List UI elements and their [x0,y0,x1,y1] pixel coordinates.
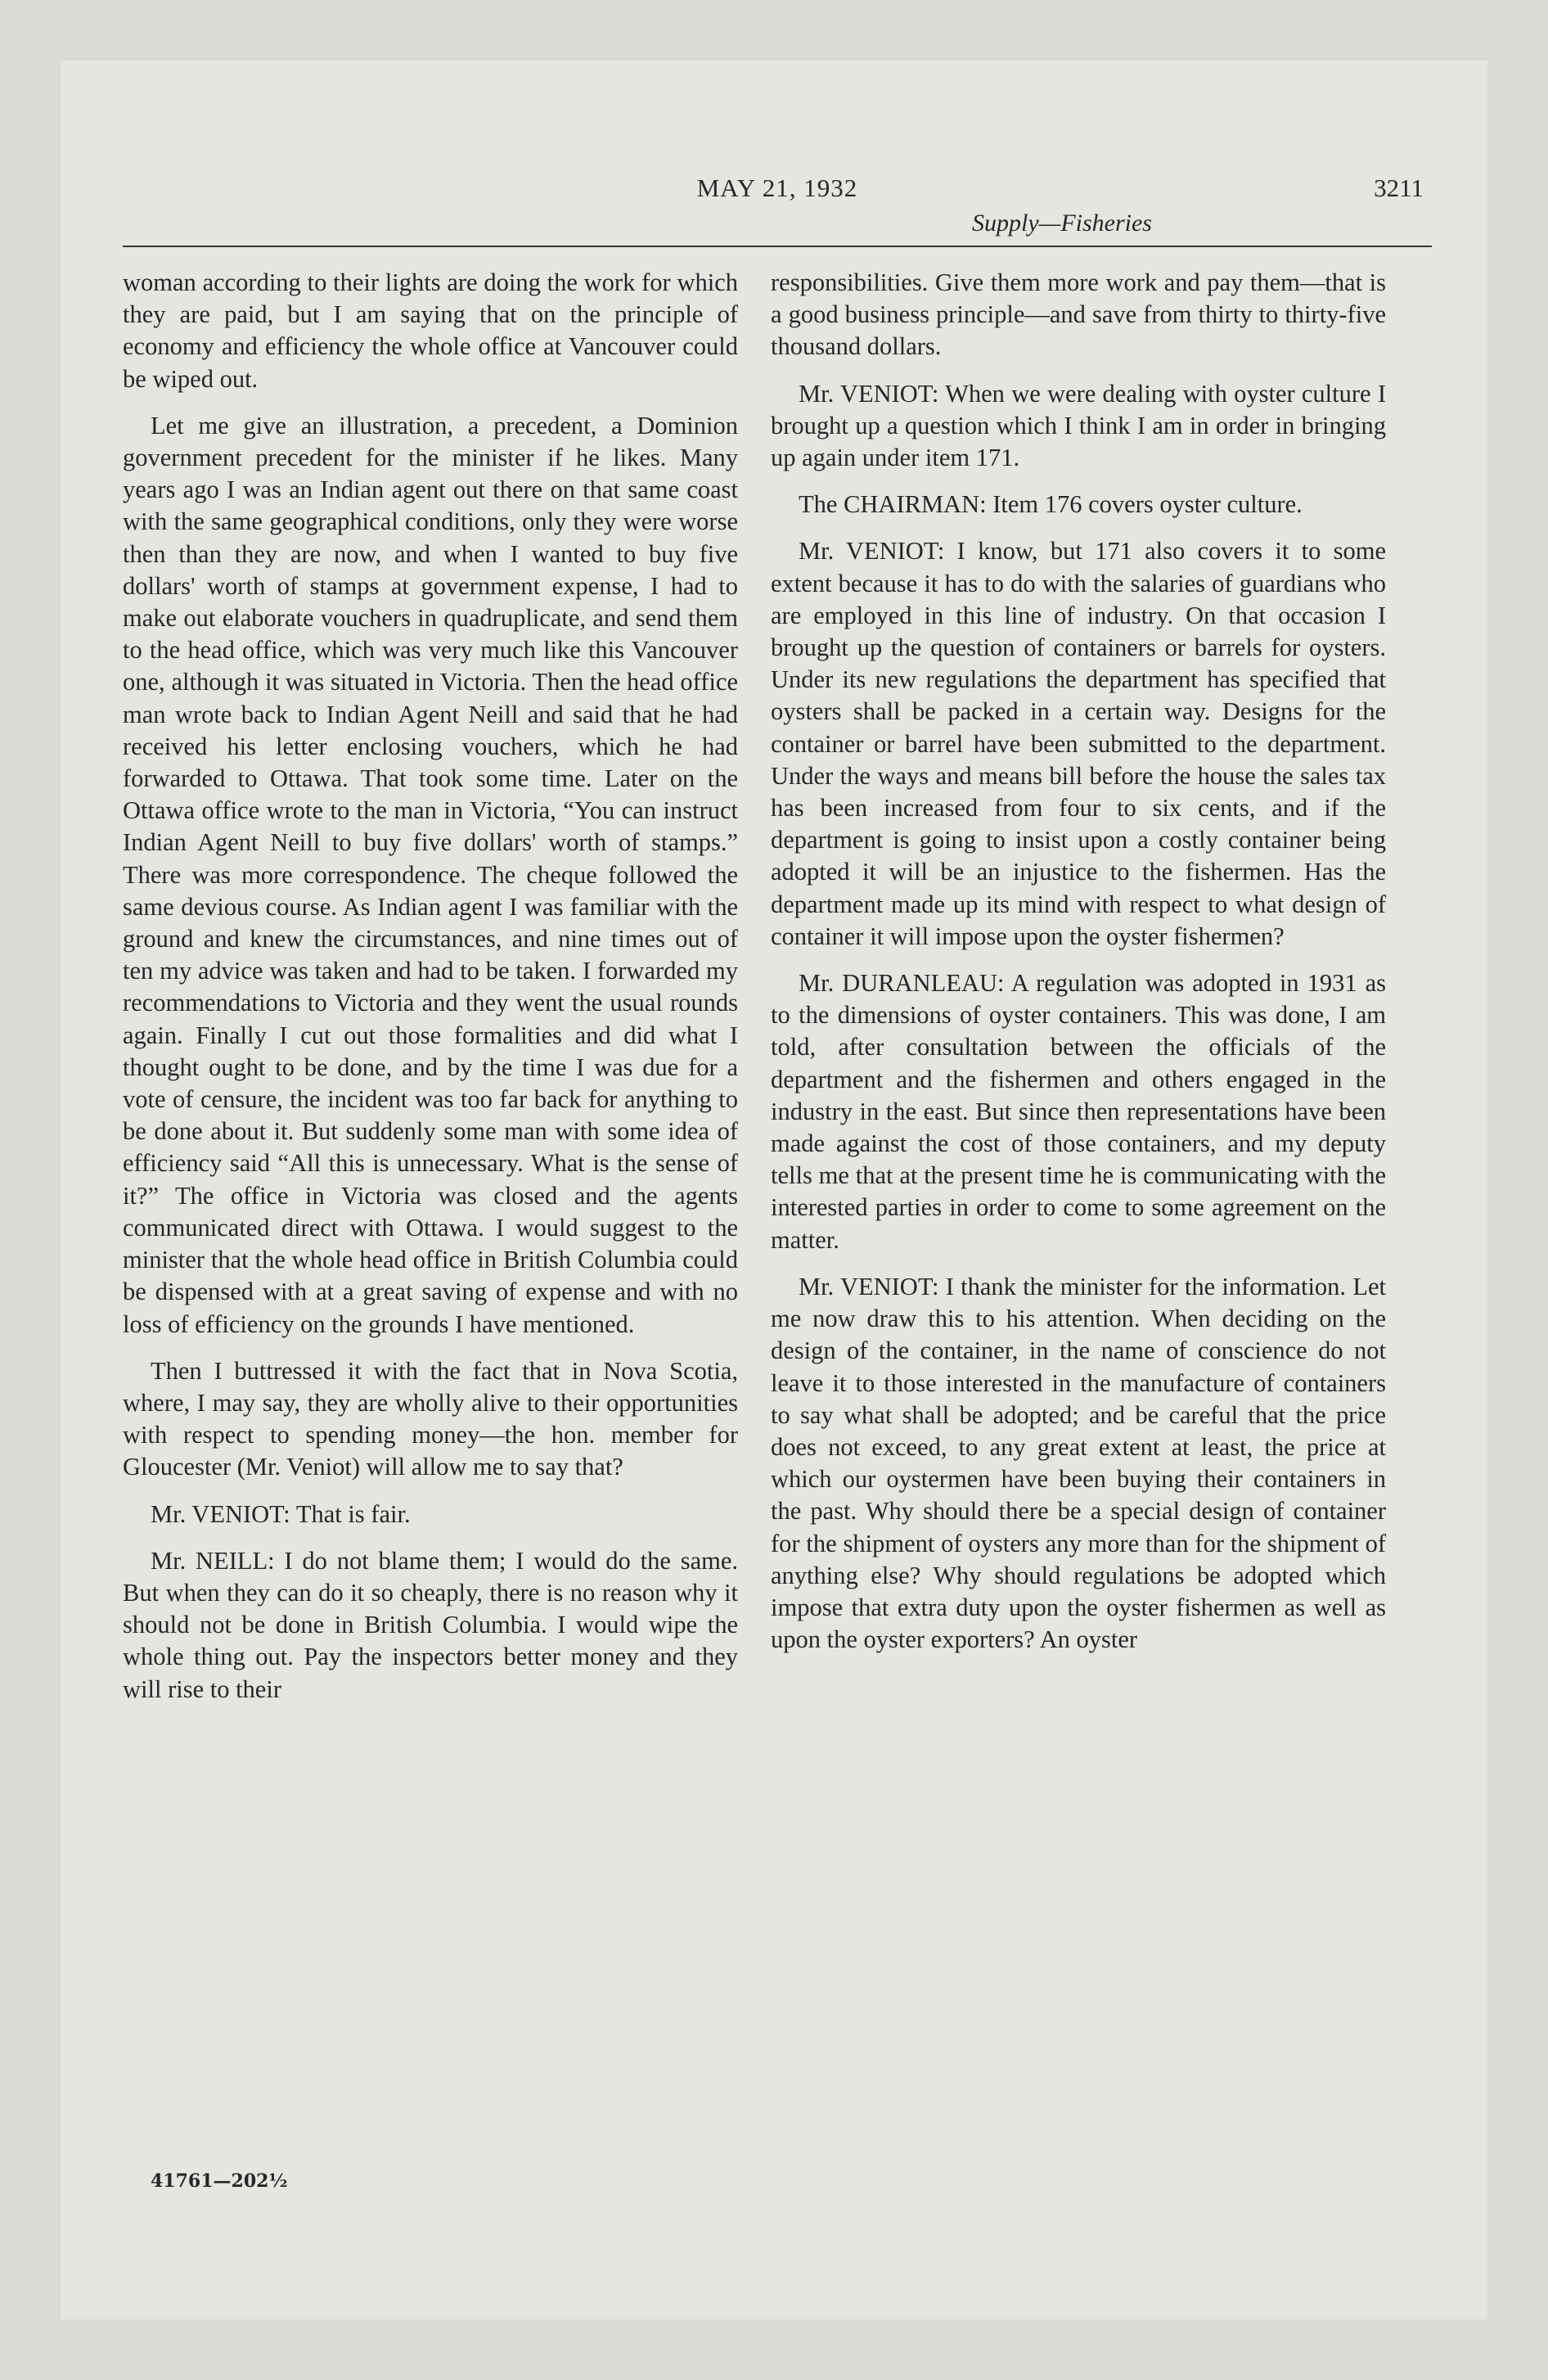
right-column [771,267,1386,1670]
paragraph: Mr. VENIOT: When we were dealing with oyster culture I brought up a question which I think I am in order in bringing up again under item 171. [771,379,1386,472]
document-page [61,61,1487,2319]
printer-mark: 41761—202½ [151,2170,288,2192]
paragraph: Mr. VENIOT: I thank the minister for the information. Let me now draw this to his attention. When deciding on the design of the container, in the name of conscience do not leave it to those interested in the manufacture of containers to say what shall be adopted; and be careful that the price does not exceed, to any great extent at least, the price at which our oystermen have been buying their containers in the past. Why should there be a special design of container for the shipment of oysters any more than for the shipment of anything else? Why should regulations be adopted which impose that extra duty upon the oyster fishermen as well as upon the oyster exporters? An oyster [771,1272,1386,1654]
paragraph: Mr. NEILL: I do not blame them; I would do the same. But when they can do it so cheaply, there is no reason why it should not be done in British Columbia. I would wipe the whole thing out. Pay the inspectors better money and they will rise to their [123,1546,738,1703]
paragraph: Mr. VENIOT: I know, but 171 also covers it to some extent because it has to do with the salaries of guardians who are employed in this line of industry. On that occasion I brought up the question of containers or barrels for oysters. Under its new regulations the department has specified that oysters shall be packed in a certain way. Designs for the container or barrel have been submitted to the department. Under the ways and means bill before the house the sales tax has been increased from four to six cents, and if the department is going to insist upon a costly container being adopted it will be an injustice to the fishermen. Has the department made up its mind with respect to what design of container it will impose upon the oyster fishermen? [771,537,1386,950]
page-number: 3211 [1374,174,1424,202]
header-rule [123,246,1432,247]
paragraph: Mr. DURANLEAU: A regulation was adopted in 1931 as to the dimensions of oyster containers. This was done, I am told, after consultation between the officials of the department and the fishermen and others engaged in the industry in the east. But since then representations have been made against the cost of those containers, and my deputy tells me that at the present time he is communicating with the interested parties in order to come to some agreement on the matter. [771,969,1386,1254]
paragraph: responsibilities. Give them more work and pay them—that is a good business principle—and save from thirty to thirty-five thousand dollars. [771,268,1386,361]
paragraph: Mr. VENIOT: That is fair. [151,1499,411,1528]
section-title: Supply—Fisheries [972,210,1152,237]
paragraph: Then I buttressed it with the fact that in Nova Scotia, where, I may say, they are wholly alive to their opportunities with respect to spending money—the hon. member for Gloucester (Mr. Veniot) will allow me to say that? [123,1356,738,1481]
paragraph: The CHAIRMAN: Item 176 covers oyster culture. [799,490,1303,519]
paragraph: Let me give an illustration, a precedent, a Dominion government precedent for the minister if he likes. Many years ago I was an Indian agent out there on that same coast with the same geographical conditions, only they were worse then than they are now, and when I wanted to buy five dollars' worth of stamps at government expense, I had to make out elaborate vouchers in quadruplicate, and send them to the head office, which was very much like this Vancouver one, although it was situated in Victoria. Then the head office man wrote back to Indian Agent Neill and said that he had received his letter enclosing vouchers, which he had forwarded to Ottawa. That took some time. Later on the Ottawa office wrote to the man in Victoria, “You can instruct Indian Agent Neill to buy five dollars' worth of stamps.” There was more correspondence. The cheque followed the same devious course. As Indian agent I was familiar with the ground and knew the circumstances, and nine times out of ten my advice was taken and had to be taken. I forwarded my recommendations to Victoria and they went the usual rounds again. Finally I cut out those formalities and did what I thought ought to be done, and by the time I was due for a vote of censure, the incident was too far back for anything to be done about it. But suddenly some man with some idea of efficiency said “All this is unnecessary. What is the sense of it?” The office in Victoria was closed and the agents communicated direct with Ottawa. I would suggest to the minister that the whole head office in British Columbia could be dispensed with at a great saving of expense and with no loss of efficiency on the grounds I have mentioned. [123,411,738,1338]
paragraph: woman according to their lights are doing the work for which they are paid, but I am saying that on the principle of economy and efficiency the whole office at Vancouver could be wiped out. [123,268,738,393]
left-column [123,267,738,1720]
header-date: MAY 21, 1932 [696,174,858,202]
page-header [123,174,1432,239]
